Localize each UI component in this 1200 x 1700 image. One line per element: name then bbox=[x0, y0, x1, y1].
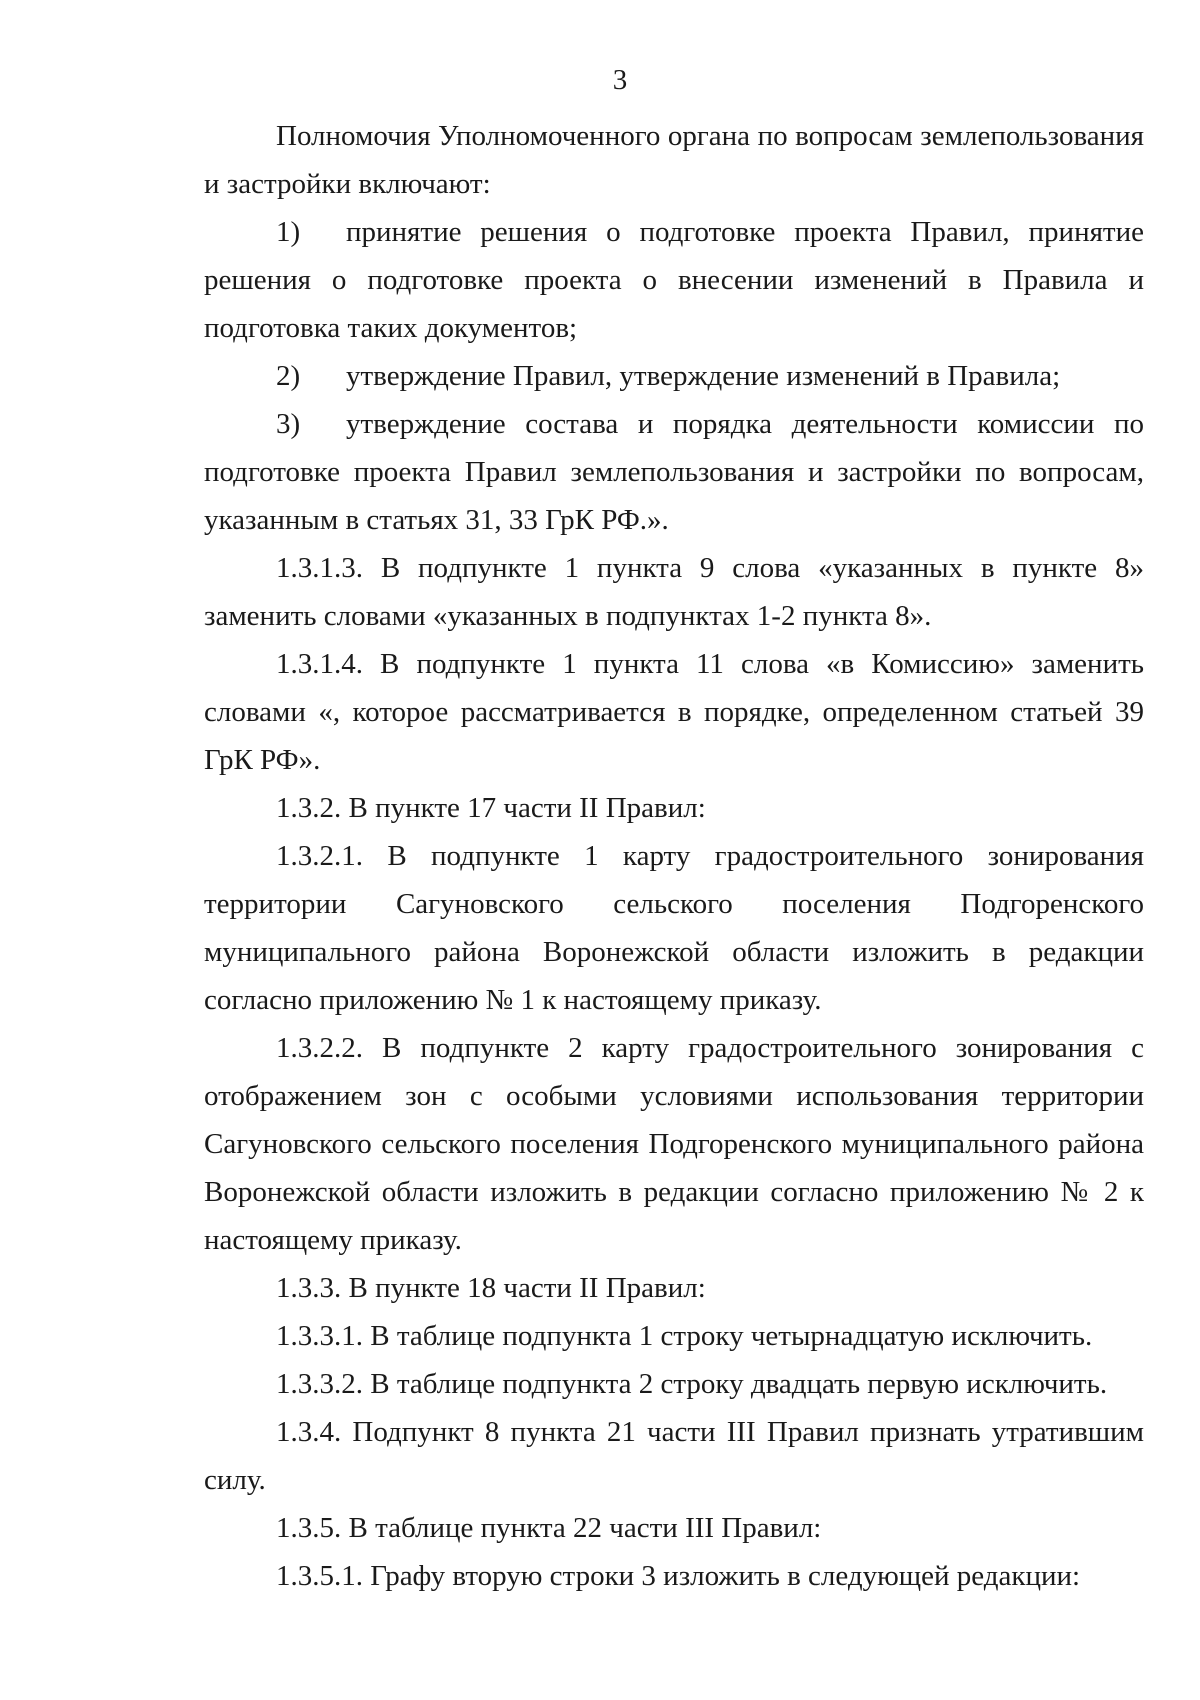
paragraph-1-3-1-3: 1.3.1.3. В подпункте 1 пункта 9 слова «указанных в пункте 8» заменить словами «указанных в подпунктах 1-2 пункта 8». bbox=[204, 552, 1144, 632]
document-body bbox=[204, 112, 1144, 1600]
page-number: 3 bbox=[612, 64, 628, 96]
paragraph-1-3-5-1: 1.3.5.1. Графу вторую строки 3 изложить в следующей редакции: bbox=[276, 1560, 1081, 1592]
paragraph-1-3-3: 1.3.3. В пункте 18 части II Правил: bbox=[276, 1272, 706, 1304]
list-item-2: 2) утверждение Правил, утверждение изменений в Правила; bbox=[276, 360, 1061, 392]
paragraph-1-3-2-1: 1.3.2.1. В подпункте 1 карту градостроительного зонирования территории Сагуновского сельского поселения Подгоренского муниципального района Воронежской области изложить в редакции согласно приложению № 1 к настоящему приказу. bbox=[204, 840, 1144, 1016]
list-item-3: 3) утверждение состава и порядка деятельности комиссии по подготовке проекта Правил землепользования и застройки по вопросам, указанным в статьях 31, 33 ГрК РФ.». bbox=[204, 408, 1144, 536]
paragraph-1-3-3-2: 1.3.3.2. В таблице подпункта 2 строку двадцать первую исключить. bbox=[276, 1368, 1108, 1400]
list-item-1: 1) принятие решения о подготовке проекта Правил, принятие решения о подготовке проекта о внесении изменений в Правила и подготовка таких документов; bbox=[204, 216, 1144, 344]
paragraph-1-3-1-4: 1.3.1.4. В подпункте 1 пункта 11 слова «в Комиссию» заменить словами «, которое рассматривается в порядке, определенном статьей 39 ГрК РФ». bbox=[204, 648, 1144, 776]
paragraph-1-3-3-1: 1.3.3.1. В таблице подпункта 1 строку четырнадцатую исключить. bbox=[276, 1320, 1093, 1352]
paragraph-1-3-2-2: 1.3.2.2. В подпункте 2 карту градостроительного зонирования с отображением зон с особыми условиями использования территории Сагуновского сельского поселения Подгоренского муниципального района Воронежской области изложить в редакции согласно приложению № 2 к настоящему приказу. bbox=[204, 1032, 1144, 1256]
paragraph-1-3-4: 1.3.4. Подпункт 8 пункта 21 части III Правил признать утратившим силу. bbox=[204, 1416, 1144, 1496]
paragraph-powers-intro: Полномочия Уполномоченного органа по вопросам землепользования и застройки включают: bbox=[204, 120, 1144, 200]
paragraph-1-3-5: 1.3.5. В таблице пункта 22 части III Правил: bbox=[276, 1512, 822, 1544]
paragraph-1-3-2: 1.3.2. В пункте 17 части II Правил: bbox=[276, 792, 706, 824]
